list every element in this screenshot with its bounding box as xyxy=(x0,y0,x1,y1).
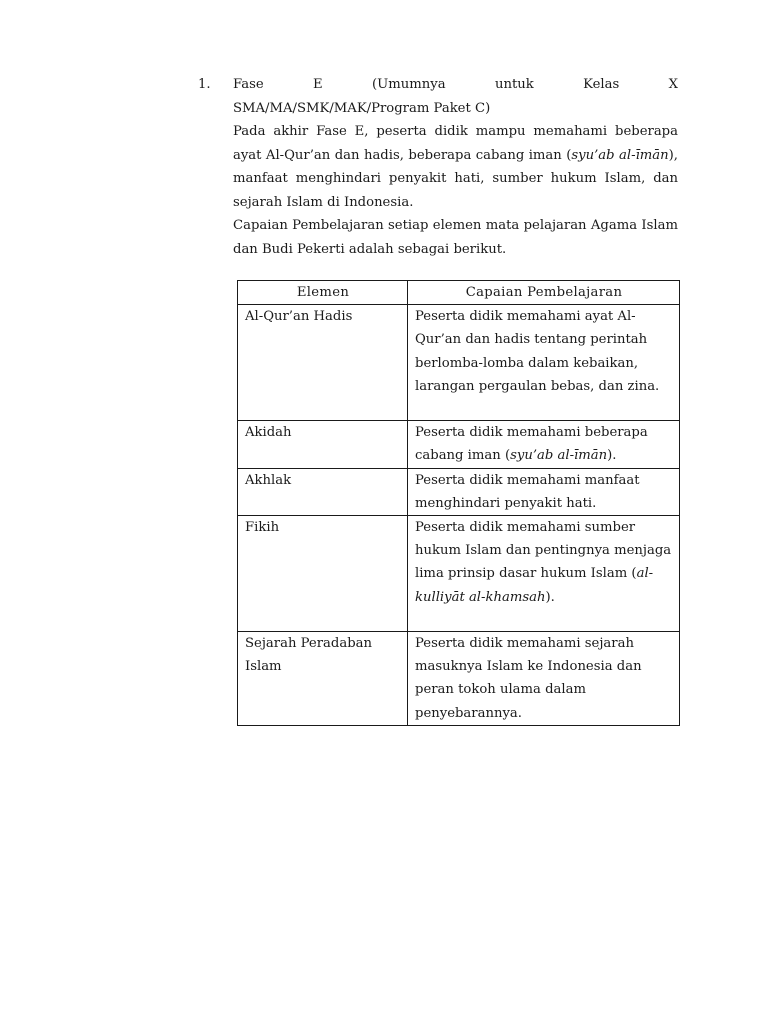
italic-term: al-kulliyāt al-khamsah xyxy=(415,566,654,605)
capaian-cell xyxy=(408,632,680,726)
heading-word: X xyxy=(668,77,678,92)
cell-text: Peserta didik memahami sejarah masuknya Islam ke Indonesia dan peran tokoh ulama dalam penyebarannya. xyxy=(415,636,642,721)
element-cell: Al-Qur’an Hadis xyxy=(238,305,408,421)
section-heading xyxy=(233,73,678,97)
cell-text: Peserta didik memahami manfaat menghindari penyakit hati. xyxy=(415,472,640,511)
cell-text: Peserta didik memahami ayat Al-Qur’an dan hadis tentang perintah berlomba-lomba dalam kebaikan, larangan pergaulan bebas, dan zina. xyxy=(415,309,660,394)
cell-text: Peserta didik memahami sumber hukum Islam dan pentingnya menjaga lima prinsip dasar hukum Islam ( xyxy=(415,520,672,582)
table-row xyxy=(238,305,680,421)
heading-word: untuk xyxy=(494,77,534,92)
paragraph-text: Pada akhir Fase E, peserta didik mampu memahami beberapa ayat Al-Qur’an dan hadis, beberapa cabang iman ( xyxy=(233,124,678,163)
table-row xyxy=(238,516,680,632)
section-heading-continuation: SMA/MA/SMK/MAK/Program Paket C) xyxy=(233,100,491,116)
capaian-cell xyxy=(408,421,680,468)
capaian-cell xyxy=(408,468,680,515)
heading-word: Fase xyxy=(233,77,264,92)
paragraph-text: ), manfaat menghindari penyakit hati, sumber hukum Islam, dan sejarah Islam di Indonesia. xyxy=(233,147,678,210)
element-cell: Akidah xyxy=(238,421,408,468)
table-row xyxy=(238,468,680,515)
heading-word: Kelas xyxy=(583,77,620,92)
capaian-cell xyxy=(408,516,680,632)
italic-term: syu’ab al-īmān xyxy=(571,147,669,163)
capaian-cell xyxy=(408,305,680,421)
table-header-row xyxy=(238,281,680,305)
list-item-number: 1. xyxy=(198,77,211,92)
paragraph-fase-e xyxy=(233,120,678,214)
cell-text: ). xyxy=(607,448,617,464)
column-header-capaian: Capaian Pembelajaran xyxy=(408,281,680,305)
element-cell: Akhlak xyxy=(238,468,408,515)
element-cell: Fikih xyxy=(238,516,408,632)
column-header-elemen: Elemen xyxy=(238,281,408,305)
table-row xyxy=(238,421,680,468)
table-row xyxy=(238,632,680,726)
cell-text: Peserta didik memahami beberapa cabang iman ( xyxy=(415,425,648,464)
element-cell: Sejarah Peradaban Islam xyxy=(238,632,408,726)
section-content xyxy=(233,73,678,261)
paragraph-capaian: Capaian Pembelajaran setiap elemen mata pelajaran Agama Islam dan Budi Pekerti adalah sebagai berikut. xyxy=(233,218,678,257)
capaian-table xyxy=(237,280,680,726)
cell-text: ). xyxy=(545,589,555,605)
italic-term: syu’ab al-īmān xyxy=(510,448,608,464)
heading-word: (Umumnya xyxy=(372,77,446,92)
heading-word: E xyxy=(313,77,323,92)
